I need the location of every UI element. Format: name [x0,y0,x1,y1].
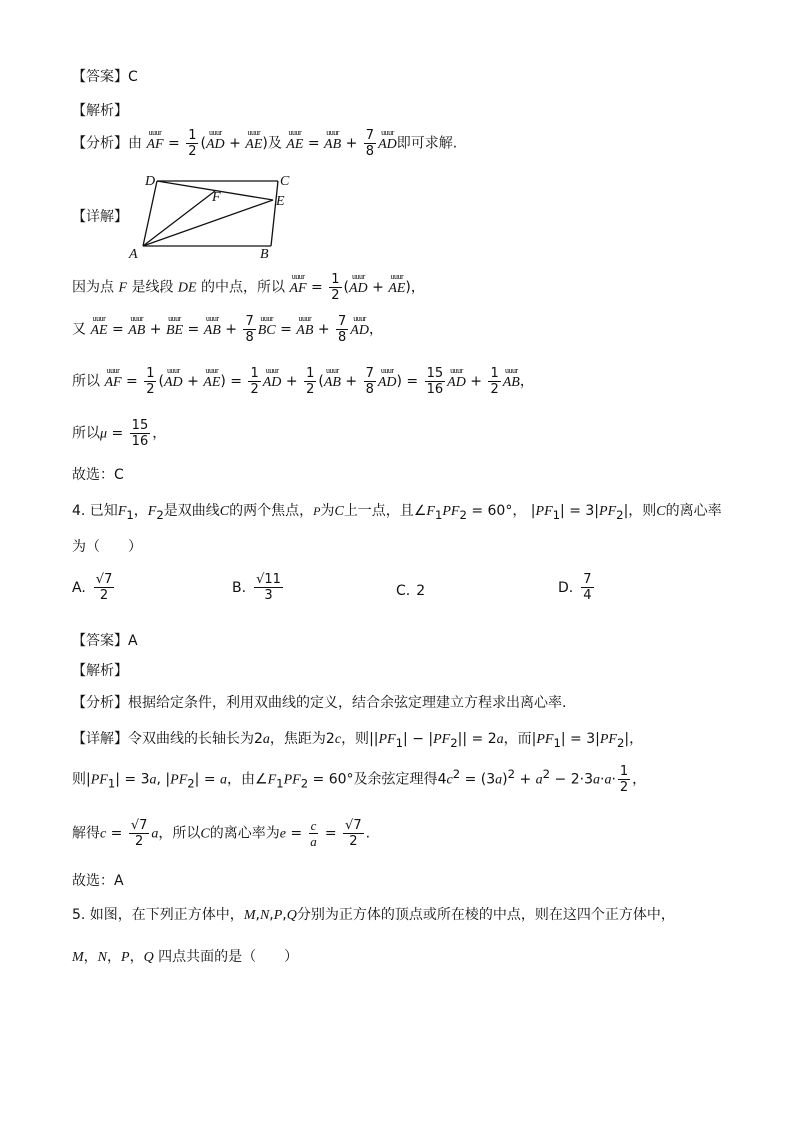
q3-analysis-label: 【解析】 [72,103,128,119]
q4-option-d[interactable]: D. $\frac{7}{4}$ [558,572,592,603]
q4-stem-line-1: 4. 已知$F_1$，$F_2$是双曲线C的两个焦点，P为C上一点，且$\angle F_1PF_2 = 60^\circ$， $|PF_1| = 3|PF_2|$，则C的离心率 [72,503,722,522]
q4-stem-line-2: 为（ ） [72,539,142,555]
label-E: E [276,194,285,209]
q4-detail-line-2: 则$|PF_1| = 3a$, $|PF_2| = a$，由$\angle F_1PF_2 = 60^\circ$及余弦定理得$4c^2 = (3a)^2 + a^2 - 2\cdot 3a\cdot a\cdot$ $\frac{1}{2}$ ， [72,764,647,795]
q3-detail-line-3: 所以 uuur AF = $\frac{1}{2}$ (uuur AD + uuur AE) = $\frac{1}{2}$ uuur AD + $\frac{1}{2}$ (uuur AB + $\frac{7}{8}$ uuur AD) = $\frac{15}{16}$ uuur AD + $\frac{1}{2}$ uuur AB， [72,366,534,397]
label-D: D [145,174,156,189]
q3-answer: 【答案】C [72,69,138,85]
q4-option-b[interactable]: B. $\frac{√11}{3}$ [232,572,281,603]
q5-stem-line-1: 5. 如图，在下列正方体中，M,N,P,Q分别为正方体的顶点或所在棱的中点，则在这四个正方体中， [72,907,675,923]
q3-detail-line-1: 因为点 F 是线段 DE 的中点，所以 uuur AF = $\frac{1}{2}$ (uuur AD + uuur AE)， [72,272,425,303]
q4-detail-line-1: 【详解】令双曲线的长轴长为2a，焦距为2c，则$||PF_1| - |PF_2|| = 2a$，而$|PF_1| = 3|PF_2|$， [72,731,644,750]
q3-choose: 故选：C [72,467,124,483]
q3-detail-label: 【详解】 [72,209,128,225]
q4-option-c[interactable]: C. 2 [396,583,426,599]
q4-choose: 故选：A [72,873,124,889]
label-C: C [280,174,290,189]
q3-analysis-line: 【分析】由 uuur AF = $\frac{1}{2}$ (uuur AD + uuur AE)及 uuur AE = uuur AB + $\frac{7}{8}$ uuur AD即可求解. [72,128,457,159]
q4-answer: 【答案】A [72,633,138,649]
label-A: A [129,247,138,262]
label-B: B [260,247,269,262]
q4-detail-line-3: 解得c = $\frac{√7}{2}$ a，所以C的离心率为e = $\frac{c}{a}$ = $\frac{√7}{2}$ . [72,818,371,849]
parallelogram-figure [125,170,300,265]
q4-option-a[interactable]: A. $\frac{√7}{2}$ [72,572,113,603]
q4-analysis: 【分析】根据给定条件，利用双曲线的定义，结合余弦定理建立方程求出离心率. [72,695,567,711]
label-F: F [212,190,221,205]
q3-detail-line-4: 所以μ = $\frac{15}{16}$ ， [72,418,167,449]
q5-stem-line-2: M，N，P，Q 四点共面的是（ ） [72,949,299,965]
q4-analysis-label: 【解析】 [72,663,128,679]
q3-detail-line-2: 又 uuur AE = uuur AB + uuur BE = uuur AB + $\frac{7}{8}$ uuur BC = uuur AB + $\frac{7}{8}$ uuur AD， [72,314,383,345]
